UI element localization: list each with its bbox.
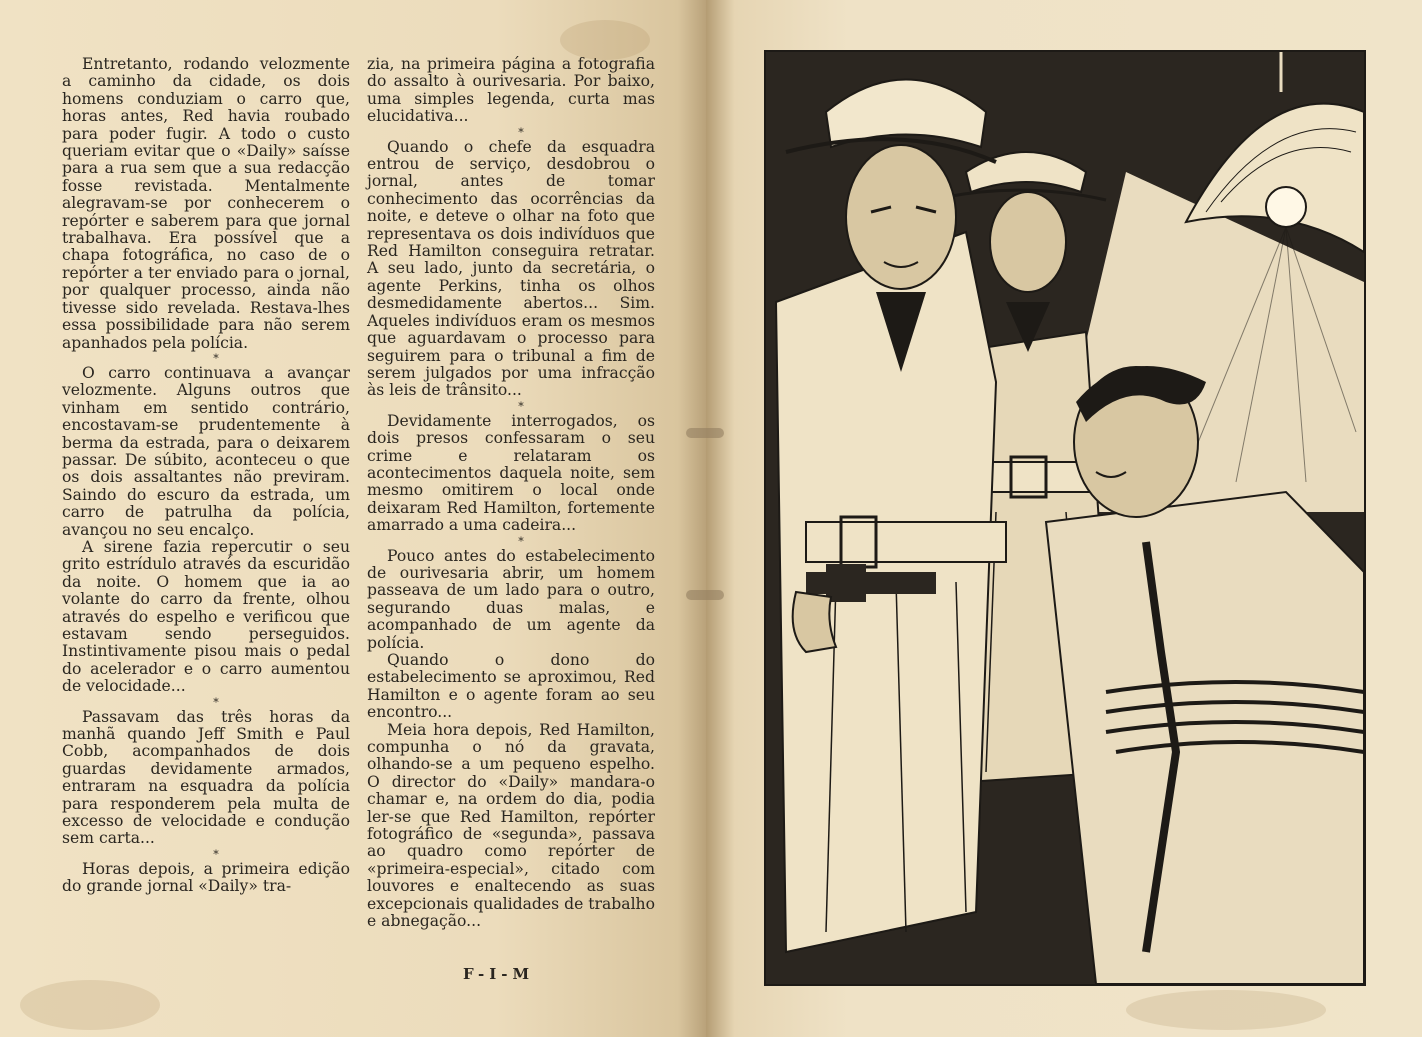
paper-stain bbox=[1126, 990, 1326, 1030]
paper-stain bbox=[560, 20, 650, 60]
section-separator: * bbox=[213, 847, 219, 861]
paragraph: zia, na primeira página a fotografia do assalto à ourivesaria. Por baixo, uma simples legenda, curta mas elucidativa... bbox=[367, 55, 655, 126]
paragraph: A sirene fazia repercutir o seu grito estrídulo através da escuridão da noite. O homem que ia ao volante do carro da frente, olhou através do espelho e verificou que estavam sendo perseguidos. Instintivamente pisou mais o pedal do acelerador e o carro aumentou de velocidade... bbox=[62, 537, 350, 696]
section-separator: * bbox=[518, 125, 524, 139]
section-separator: * bbox=[518, 534, 524, 548]
paragraph: Horas depois, a primeira edição do grande jornal «Daily» tra- bbox=[62, 859, 350, 896]
end-mark: F-I-M bbox=[463, 965, 535, 983]
paragraph: O carro continuava a avançar velozmente. Alguns outros que vinham em sentido contrário, encostavam-se prudentemente à berma da estrada, para o deixarem passar. De súbito, aconteceu o que os dois assaltantes não previram. Saindo do escuro da estrada, um carro de patrulha da polícia, avançou no seu encalço. bbox=[62, 363, 350, 539]
section-separator: * bbox=[213, 351, 219, 365]
illustration bbox=[764, 50, 1366, 986]
paragraph: Quando o dono do estabelecimento se aproximou, Red Hamilton e o agente foram ao seu encontro... bbox=[367, 651, 655, 722]
left-page bbox=[0, 0, 706, 1037]
paragraph: Entretanto, rodando velozmente a caminho da cidade, os dois homens conduziam o carro que, horas antes, Red havia roubado para poder fugir. A todo o custo queriam evitar que o «Daily» saísse para a rua sem que a sua redacção fosse revistada. Mentalmente alegravam-se por conhecerem o repórter e saberem para que jornal trabalhava. Era possível que a chapa fotográfica, no caso de o repórter a ter enviado para o jornal, por qualquer processo, ainda não tivesse sido revelada. Restava-lhes essa possibilidade para não serem apanhados pela polícia. bbox=[62, 55, 350, 352]
paragraph: Pouco antes do estabelecimento de ourivesaria abrir, um homem passeava de um lado para o outro, segurando duas malas, e acompanhado de um agente da polícia. bbox=[367, 546, 655, 652]
paper-stain bbox=[20, 980, 160, 1030]
staple bbox=[686, 428, 724, 438]
paragraph: Quando o chefe da esquadra entrou de serviço, desdobrou o jornal, antes de tomar conhecimento das ocorrências da noite, e deteve o olhar na foto que representava os dois indivíduos que Red Hamilton conseguira retratar. A seu lado, junto da secretária, o agente Perkins, tinha os olhos desmedidamente abertos... Sim. Aqueles indivíduos eram os mesmos que aguardavam o processo para seguirem para o tribunal a fim de serem julgados por uma infracção às leis de trânsito... bbox=[367, 137, 655, 400]
staple bbox=[686, 590, 724, 600]
text-column-2 bbox=[367, 56, 655, 931]
paragraph: Devidamente interrogados, os dois presos confessaram o seu crime e relataram os acontecimentos daquela noite, sem mesmo omitirem o local onde deixaram Red Hamilton, fortemente amarrado a uma cadeira... bbox=[367, 411, 655, 535]
paragraph: Passavam das três horas da manhã quando Jeff Smith e Paul Cobb, acompanhados de dois guardas devidamente armados, entraram na esquadra da polícia para responderem pela multa de excesso de velocidade e condução sem carta... bbox=[62, 707, 350, 848]
paragraph: Meia hora depois, Red Hamilton, compunha o nó da gravata, olhando-se a um pequeno espelho. O director do «Daily» mandara-o chamar e, na ordem do dia, podia ler-se que Red Hamilton, repórter fotográfico de «segunda», passava ao quadro como repórter de «primeira-especial», citado com louvores e enaltecendo as suas excepcionais qualidades de trabalho e abnegação... bbox=[367, 720, 655, 931]
section-separator: * bbox=[213, 695, 219, 709]
text-column-1 bbox=[62, 56, 350, 896]
section-separator: * bbox=[518, 399, 524, 413]
